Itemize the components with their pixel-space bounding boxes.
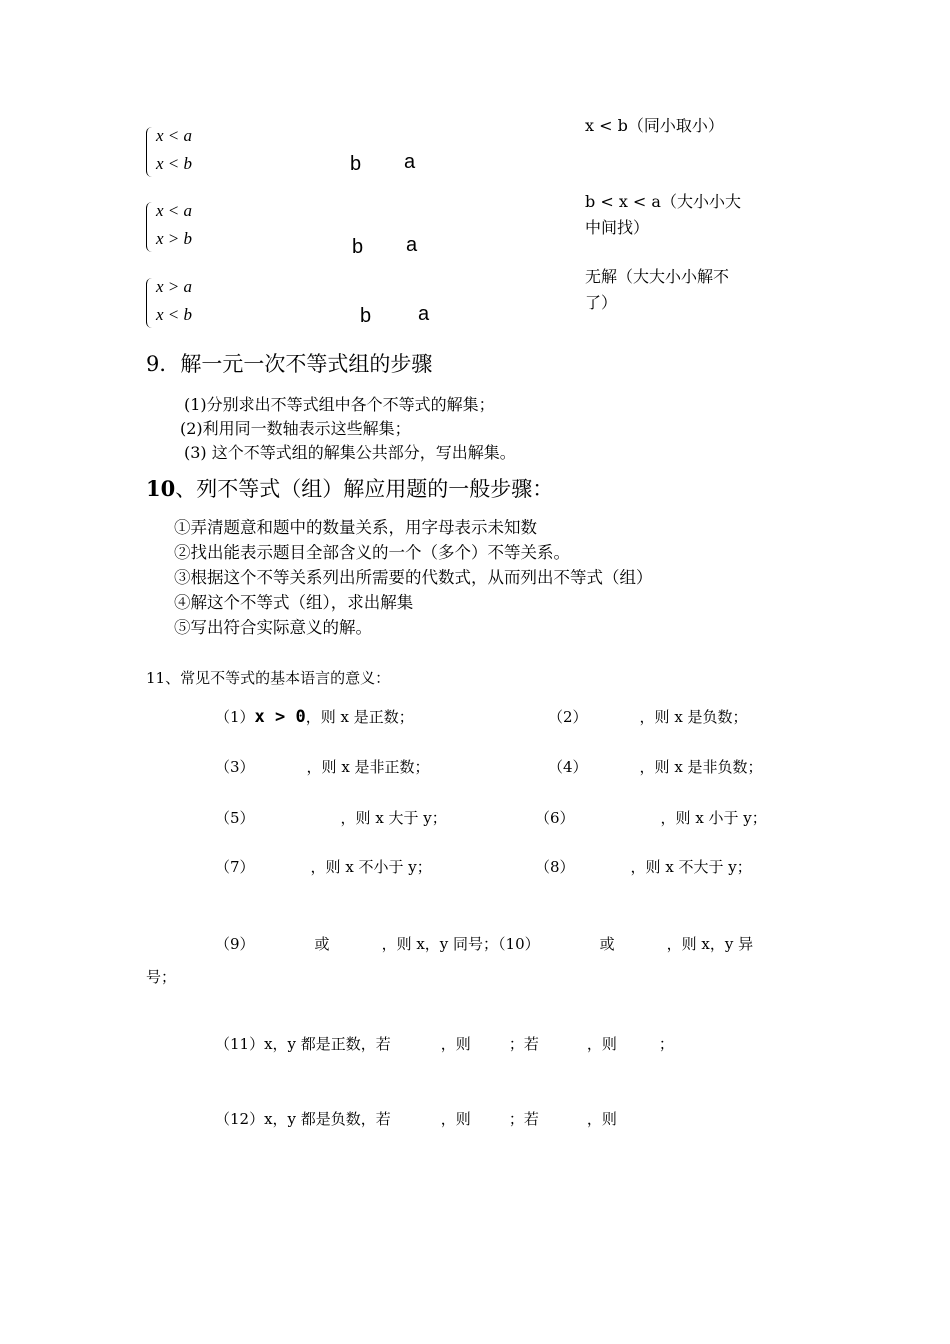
item-10-wrap: 号； xyxy=(146,968,177,986)
item-label: （1） xyxy=(215,708,255,726)
item-if: ；若 xyxy=(508,1110,539,1128)
system-solution: 无解（大大小小解不了） xyxy=(585,267,730,312)
item-end: ； xyxy=(658,1035,674,1053)
item-12 xyxy=(215,1108,617,1129)
item-8 xyxy=(535,856,752,877)
item-label: （5） xyxy=(215,809,255,827)
item-5 xyxy=(215,807,447,828)
section-9-step: (2)利用同一数轴表示这些解集； xyxy=(180,419,411,438)
item-text: ，则 x 是负数； xyxy=(639,708,748,726)
section-10-title-text: 、列不等式（组）解应用题的一般步骤： xyxy=(175,477,554,501)
item-or: 或 xyxy=(599,935,615,953)
item-label: （9） xyxy=(215,935,255,953)
section-10-step: ②找出能表示题目全部含义的一个（多个）不等关系。 xyxy=(174,543,570,562)
item-label: （3） xyxy=(215,758,255,776)
item-text: ，则 x 不小于 y； xyxy=(310,858,432,876)
item-then: ，则 xyxy=(440,1035,471,1053)
item-4 xyxy=(548,756,763,777)
item-label: （10） xyxy=(498,935,540,953)
system-line: x > b xyxy=(156,229,193,248)
system-line: x > a xyxy=(156,277,193,296)
section-10-step: ④解这个不等式（组），求出解集 xyxy=(174,593,414,612)
item-2 xyxy=(548,706,748,727)
item-text: ，则 x 是非负数； xyxy=(639,758,763,776)
system-line: x < b xyxy=(156,305,193,324)
item-7 xyxy=(215,856,432,877)
system-solution: b < x < a（大小小大中间找） xyxy=(585,192,741,237)
number-line-point-b: b xyxy=(352,236,364,258)
section-11-title: 11、常见不等式的基本语言的意义： xyxy=(146,669,391,687)
section-10-number: 10 xyxy=(146,476,176,501)
item-or: 或 xyxy=(314,935,330,953)
item-label: （6） xyxy=(535,809,575,827)
system-solution: x < b（同小取小） xyxy=(585,116,724,135)
item-text: ，则 x，y 同号； xyxy=(381,935,499,953)
brace-icon xyxy=(146,202,155,252)
item-then: ，则 xyxy=(586,1110,617,1128)
item-if: ；若 xyxy=(508,1035,539,1053)
number-line-point-a: a xyxy=(418,303,430,325)
item-9 xyxy=(215,933,753,954)
item-expression: x > 0 xyxy=(254,707,306,727)
number-line-point-a: a xyxy=(406,234,418,256)
item-text: ，则 x，y 异 xyxy=(666,935,754,953)
item-then: ，则 xyxy=(586,1035,617,1053)
section-9-step: (1)分别求出不等式组中各个不等式的解集； xyxy=(184,395,495,414)
item-label: （12）x，y 都是负数，若 xyxy=(215,1110,391,1128)
system-line: x < a xyxy=(156,126,193,145)
system-line: x < a xyxy=(156,201,193,220)
item-then: ，则 xyxy=(440,1110,471,1128)
item-3 xyxy=(215,756,430,777)
item-1 xyxy=(215,706,414,727)
section-9-title: 9．解一元一次不等式组的步骤 xyxy=(146,352,433,376)
item-text: ，则 x 大于 y； xyxy=(340,809,447,827)
brace-icon xyxy=(146,127,155,177)
number-line-point-a: a xyxy=(404,151,416,173)
item-text: ，则 x 不大于 y； xyxy=(630,858,752,876)
section-9-step: (3) 这个不等式组的解集公共部分，写出解集。 xyxy=(184,443,516,462)
item-text: ，则 x 小于 y； xyxy=(660,809,767,827)
brace-icon xyxy=(146,278,155,328)
section-10-step: ⑤写出符合实际意义的解。 xyxy=(174,618,372,637)
item-label: （2） xyxy=(548,708,588,726)
item-text: ，则 x 是非正数； xyxy=(306,758,430,776)
number-line-point-b: b xyxy=(360,305,372,327)
section-10-step: ①弄清题意和题中的数量关系，用字母表示未知数 xyxy=(174,518,537,537)
item-label: （11）x，y 都是正数，若 xyxy=(215,1035,391,1053)
section-10-step: ③根据这个不等关系列出所需要的代数式，从而列出不等式（组） xyxy=(174,568,653,587)
item-11 xyxy=(215,1033,674,1054)
item-label: （4） xyxy=(548,758,588,776)
item-label: （8） xyxy=(535,858,575,876)
item-text: ，则 x 是正数； xyxy=(305,708,414,726)
section-10-title xyxy=(146,473,553,503)
system-line: x < b xyxy=(156,154,193,173)
item-6 xyxy=(535,807,767,828)
item-label: （7） xyxy=(215,858,255,876)
number-line-point-b: b xyxy=(350,153,362,175)
